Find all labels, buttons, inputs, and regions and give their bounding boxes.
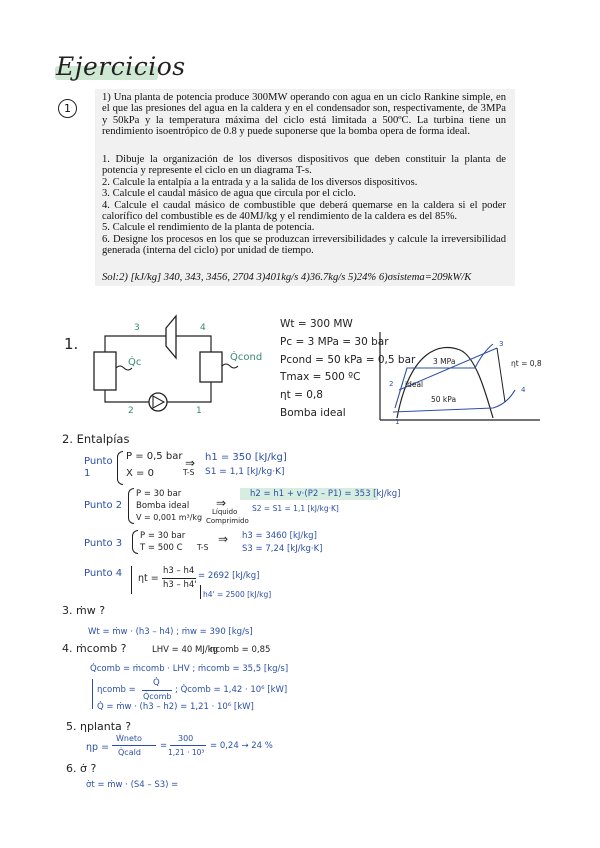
task-item: 2. Calcule la entalpía a la entrada y a la salida de los diversos dispositivos. <box>102 176 418 188</box>
punto1-tables: T-S <box>183 468 195 477</box>
part4-eta-result: ; Q̇comb = 1,42 · 10⁶ [kW] <box>175 685 288 695</box>
punto3-tables: T-S <box>197 543 209 552</box>
punto4-label: Punto 4 <box>84 568 123 579</box>
ts-diagram <box>375 330 545 430</box>
ts-point-3: 3 <box>499 340 504 348</box>
turbine-expansion <box>497 348 505 402</box>
point-label-1: 1 <box>196 406 202 416</box>
part3-line: Wt = ṁw · (h3 – h4) ; ṁw = 390 [kg/s] <box>88 627 253 637</box>
part5-eta: ηp = <box>86 742 110 753</box>
part2-heading: 2. Entalpías <box>62 432 130 446</box>
brace <box>131 566 132 594</box>
point-label-4: 4 <box>200 323 206 333</box>
punto1-s: S1 = 1,1 [kJ/kg·K] <box>205 467 285 477</box>
punto2-note2: Comprimido <box>206 517 249 525</box>
fraction-bar <box>112 745 156 746</box>
part4-heading: 4. ṁcomb ? <box>62 642 127 655</box>
punto2-cond3: V = 0,001 m³/kg <box>136 513 203 522</box>
task-item: 6. Designe los procesos en los que se produzcan irreversibilidades y calcule la irreversibilidad generada (interna del ciclo) por unidad de tiempo. <box>102 233 506 257</box>
part3-heading: 3. ṁw ? <box>62 604 106 617</box>
punto1-label: Punto 1 <box>84 456 113 479</box>
task-item: 5. Calcule el rendimiento de la planta de potencia. <box>102 222 315 234</box>
part5-heading: 5. ηplanta ? <box>66 720 132 733</box>
given-item: Wt = 300 MW <box>280 318 353 330</box>
punto1-h: h1 = 350 [kJ/kg] <box>205 452 287 463</box>
punto1-cond1: P = 0,5 bar <box>126 451 183 462</box>
ts-label-high: 3 MPa <box>433 357 456 366</box>
part4-line1: Q̇comb = ṁcomb · LHV ; ṁcomb = 35,5 [kg/s] <box>90 664 289 674</box>
solution-text: Sol:2) [kJ/kg] 340, 343, 3456, 2704 3)401kg/s 4)36.7kg/s 5)24% 6)σsistema=209kW/K <box>102 272 472 283</box>
part4-eta: ηcomb = 0,85 <box>210 645 271 655</box>
given-item: Tmax = 500 ºC <box>280 371 361 384</box>
part5-num: Ẇneto <box>116 734 142 743</box>
fraction-bar <box>162 578 196 579</box>
turbine-shape <box>166 316 176 358</box>
brace <box>92 679 93 709</box>
task-item: 4. Calcule el caudal másico de combustible que deberá quemarse en la caldera si el poder calorífico del combustible es de 40MJ/kg y el rendimiento de la caldera es del 85%. <box>102 199 506 223</box>
heat-out-label: Q̇cond <box>230 352 263 363</box>
punto2-s: S2 = S1 = 1,1 [kJ/kg·K] <box>252 504 339 513</box>
arrow-icon: ⇒ <box>216 496 227 510</box>
fraction-bar <box>170 745 206 746</box>
boiler-box <box>94 352 116 390</box>
part4-eta-line: ηcomb = <box>97 685 136 695</box>
punto2-cond2: Bomba ideal <box>136 501 190 511</box>
given-item: Pc = 3 MPa = 30 bar <box>280 335 389 348</box>
condenser-box <box>200 352 222 382</box>
fraction-bar <box>142 690 172 691</box>
ts-point-4: 4 <box>521 386 526 394</box>
punto3-cond1: P = 30 bar <box>140 531 186 541</box>
punto3-cond2: T = 500 C <box>140 543 183 553</box>
part5-result: = 0,24 → 24 % <box>210 741 273 751</box>
part1-label: 1. <box>64 335 79 353</box>
brace <box>132 530 138 554</box>
punto2-label: Punto 2 <box>84 500 123 511</box>
part4-frac-den: Q̇comb <box>143 692 172 701</box>
punto3-label: Punto 3 <box>84 538 123 549</box>
task-item: 3. Calcule el caudal másico de agua que circula por el ciclo. <box>102 188 356 200</box>
brace <box>117 451 123 485</box>
brace <box>128 488 134 524</box>
part6-heading: 6. σ̇ ? <box>66 762 97 775</box>
task-list <box>102 154 506 257</box>
punto2-cond1: P = 30 bar <box>136 489 182 499</box>
arrow-icon: ⇒ <box>218 532 229 546</box>
ts-label-ideal: ideal <box>405 380 424 389</box>
given-item: ηt = 0,8 <box>280 389 323 402</box>
exercise-number-badge: 1 <box>58 99 77 118</box>
part5-den2: 1,21 · 10³ <box>168 748 205 757</box>
heat-in-label: Q̇c <box>128 357 142 368</box>
part4-line3: Q̇ = ṁw · (h3 – h2) = 1,21 · 10⁶ [kW] <box>97 702 254 712</box>
punto4-hprime: h4' = 2500 [kJ/kg] <box>203 590 272 599</box>
page-title: Ejercicios <box>56 52 186 81</box>
ts-label-low: 50 kPa <box>431 395 457 404</box>
ts-point-2: 2 <box>389 380 394 388</box>
punto4-num: h3 – h4 <box>163 566 195 576</box>
punto2-note1: Líquido <box>212 508 238 516</box>
part4-frac-num: Q̇ <box>153 678 160 688</box>
punto4-h: = 2692 [kJ/kg] <box>198 571 260 581</box>
part5-eq: = <box>160 741 168 751</box>
point-label-2: 2 <box>128 406 134 416</box>
pump-arrow <box>153 396 164 408</box>
divider <box>200 585 201 599</box>
point-label-3: 3 <box>134 323 140 333</box>
punto3-h: h3 = 3460 [kJ/kg] <box>242 531 317 541</box>
ts-label-eta: ηt = 0,8 <box>511 359 542 368</box>
ts-point-1: 1 <box>395 418 400 426</box>
problem-text: 1) Una planta de potencia produce 300MW operando con agua en un ciclo Rankine simple, en el que las presiones del agua en la caldera y en el condensador son, respectivamente, de 3MPa y 50kPa y la temperatura máxima del ciclo está limitada a 500ºC. La turbina tiene un rendimiento isoentrópico de 0.8 y puede suponerse que la bomba opera de forma ideal. <box>102 92 506 138</box>
punto4-eta: ηt = <box>138 573 159 584</box>
part6-line: σ̇t = ṁw · (S4 – S3) = <box>86 780 179 790</box>
task-item: 1. Dibuje la organización de los diversos dispositivos que deben constituir la planta de potencia y represente el ciclo en un diagrama T-s. <box>102 154 506 177</box>
punto2-h: h2 = h1 + v·(P2 – P1) = 353 [kJ/kg] <box>250 489 401 499</box>
given-item: Pcond = 50 kPa = 0,5 bar <box>280 353 416 366</box>
arrow-icon: ⇒ <box>185 456 196 470</box>
punto1-cond2: X = 0 <box>126 468 154 479</box>
part5-den: Q̇cald <box>118 748 141 757</box>
punto4-den: h3 – h4' <box>163 580 197 590</box>
given-item: Bomba ideal <box>280 406 346 419</box>
part5-num2: 300 <box>178 734 194 743</box>
plant-schematic <box>88 310 268 420</box>
part4-lhv: LHV = 40 MJ/kg <box>152 645 219 655</box>
punto3-s: S3 = 7,24 [kJ/kg·K] <box>242 544 323 554</box>
